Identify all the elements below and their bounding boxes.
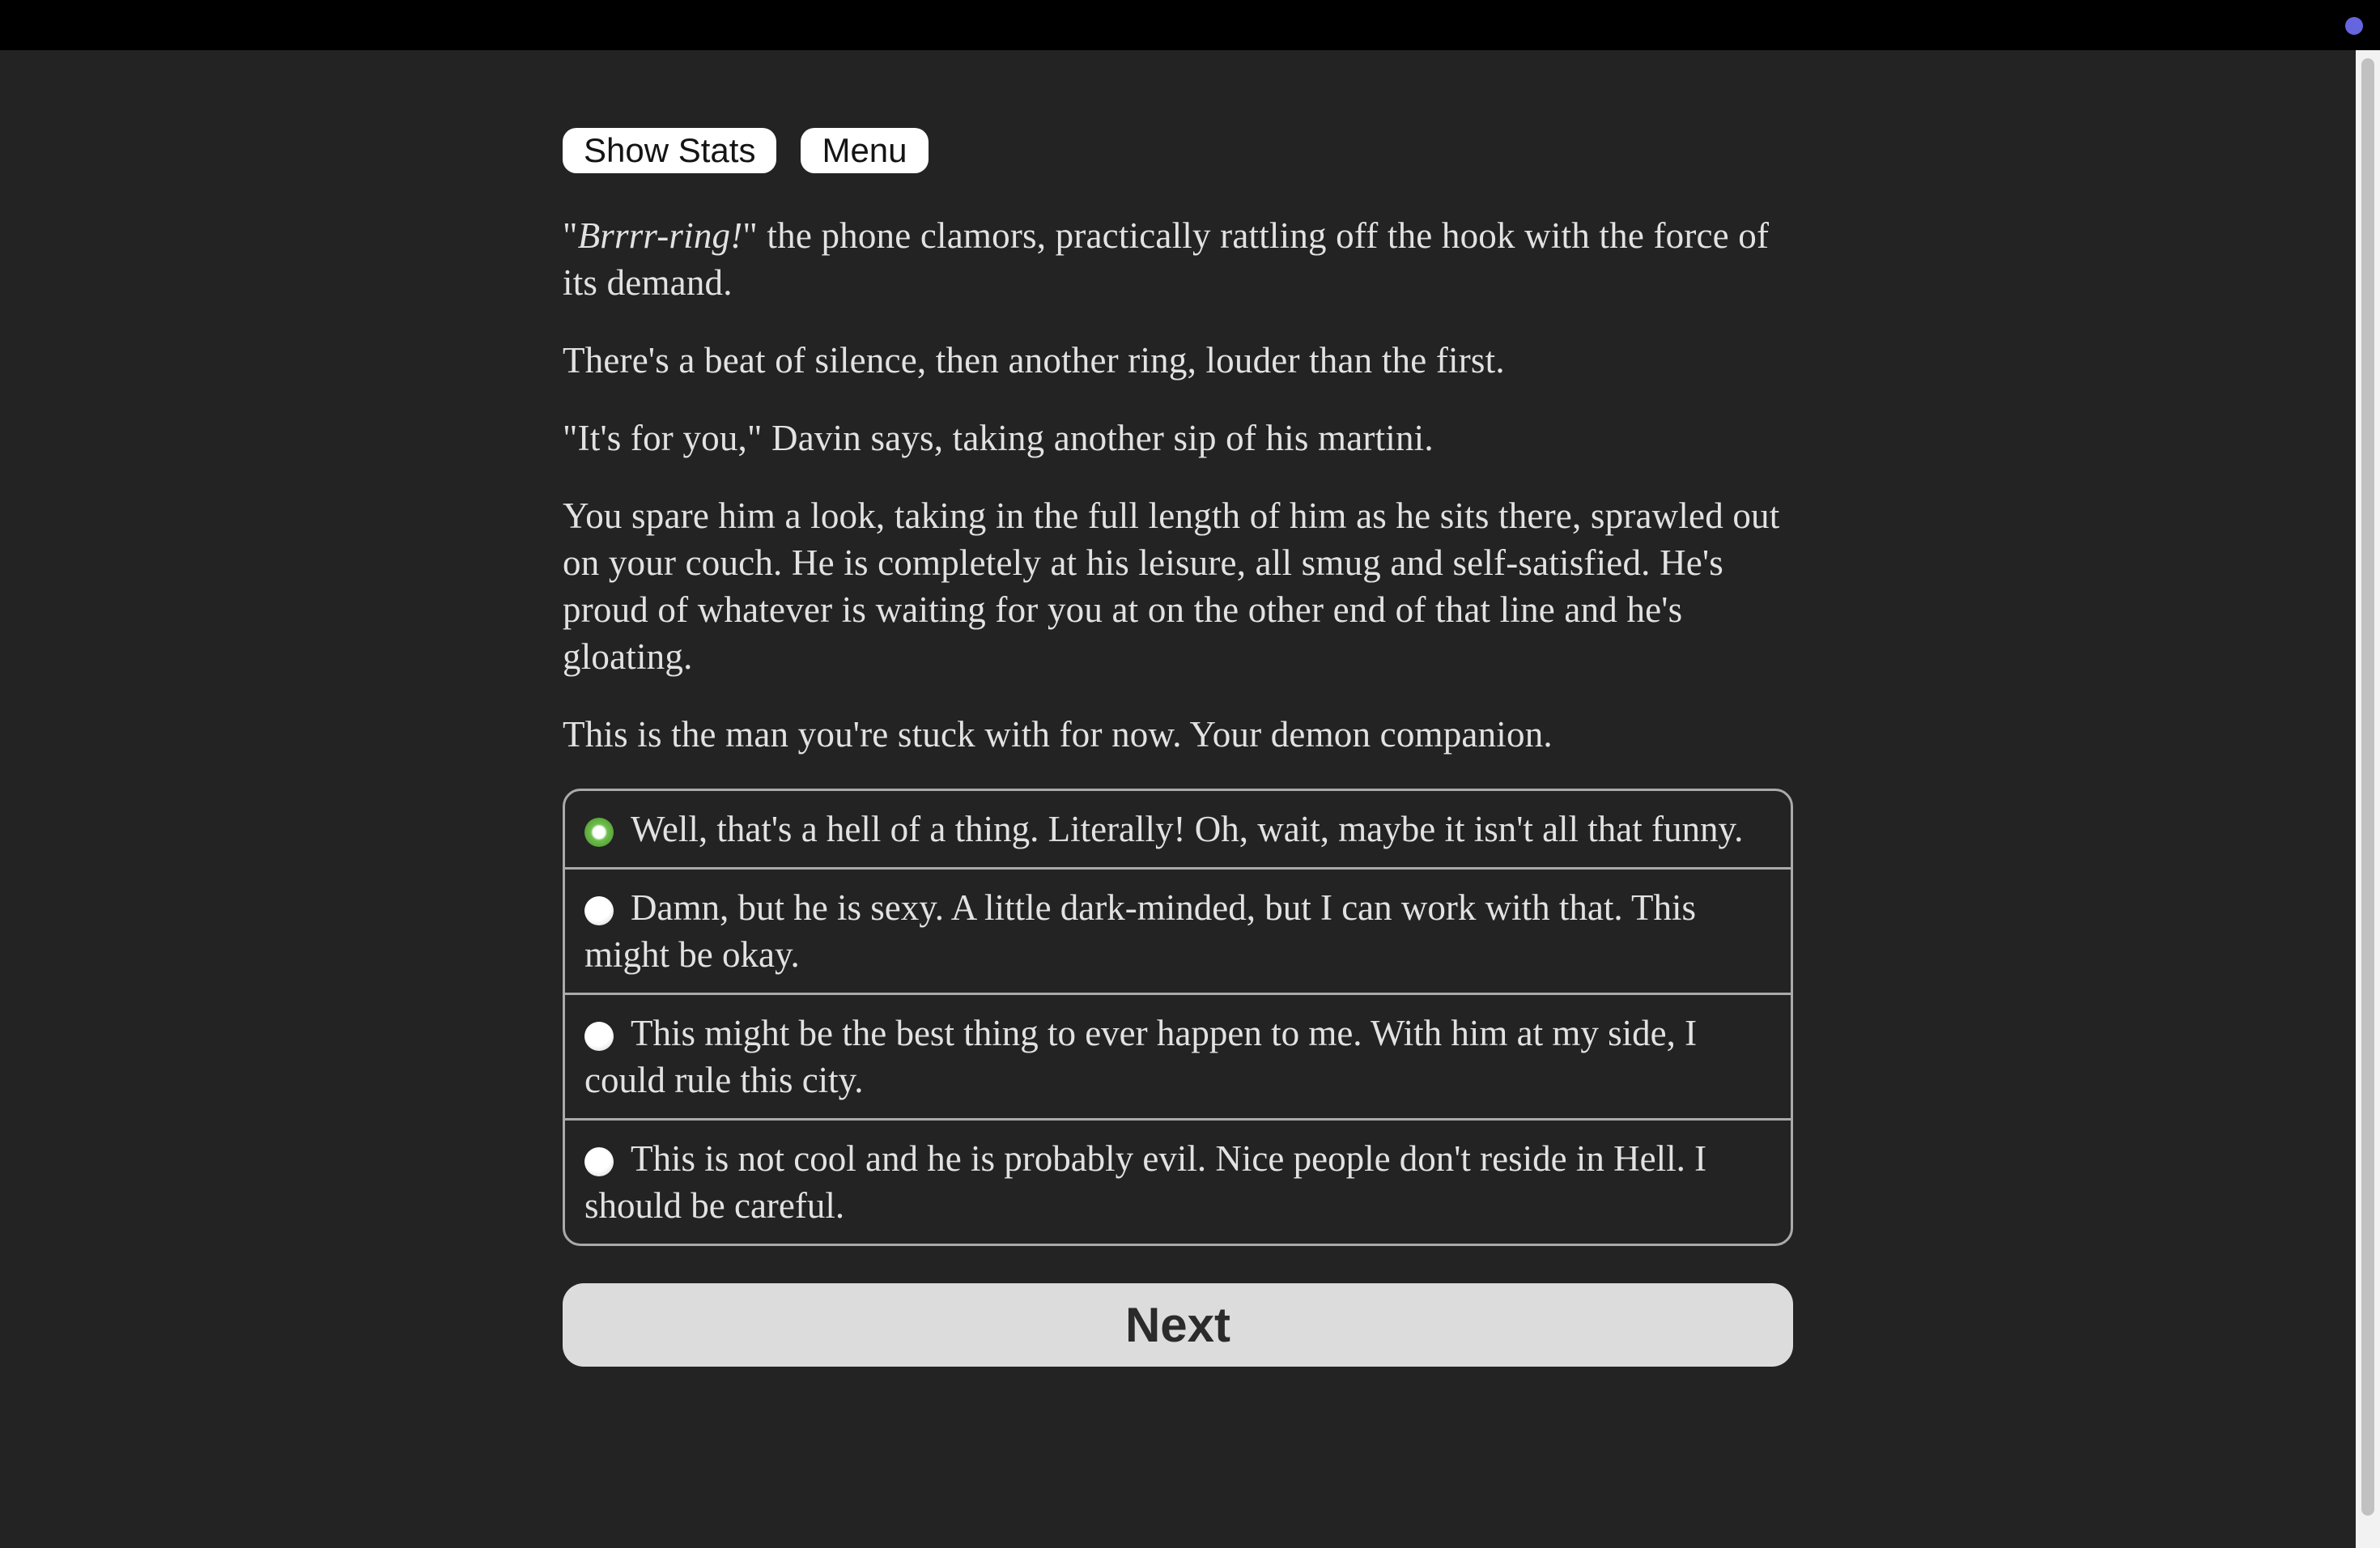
show-stats-button[interactable]: Show Stats (563, 128, 776, 173)
italic-phrase: Brrrr-ring! (577, 215, 743, 256)
choice-label-text: This is not cool and he is probably evil. Nice people don't reside in Hell. I should be careful. (584, 1138, 1707, 1226)
choice-option[interactable] (565, 867, 1791, 993)
content-column (563, 50, 1793, 1367)
status-dot-icon (2345, 17, 2363, 35)
toolbar (563, 128, 1793, 173)
choice-label-text: Damn, but he is sexy. A little dark-minded, but I can work with that. This might be okay. (584, 887, 1697, 975)
story-paragraph-2: There's a beat of silence, then another ring, louder than the first. (563, 340, 1505, 381)
game-viewport (0, 50, 2356, 1548)
choice-option-text (584, 884, 1771, 978)
choice-label-text: This might be the best thing to ever happen to me. With him at my side, I could rule this city. (584, 1013, 1698, 1100)
paragraph-text: " the phone clamors, practically rattling off the hook with the force of its demand. (563, 215, 1770, 303)
choice-box (563, 789, 1793, 1246)
story-paragraph-1 (563, 212, 1793, 306)
choice-option[interactable] (565, 791, 1791, 867)
top-bar (0, 0, 2380, 50)
scrollbar-track[interactable] (2356, 50, 2380, 1548)
choice-option[interactable] (565, 1118, 1791, 1244)
choice-option[interactable] (565, 993, 1791, 1118)
next-button[interactable]: Next (563, 1283, 1793, 1367)
quote-mark: " (563, 215, 578, 256)
choice-option-text (584, 1010, 1771, 1104)
radio-button[interactable] (584, 1147, 614, 1176)
radio-button[interactable] (584, 818, 614, 847)
choice-option-text (584, 806, 1771, 853)
radio-button[interactable] (584, 1022, 614, 1051)
choice-option-text (584, 1135, 1771, 1229)
radio-button[interactable] (584, 896, 614, 925)
story-paragraph-4: You spare him a look, taking in the full length of him as he sits there, sprawled out on your couch. He is completely at his leisure, all smug and self-satisfied. He's proud of whatever is waiting for you at on the other end of that line and he's gloating. (563, 495, 1780, 677)
scrollbar-thumb[interactable] (2361, 58, 2374, 1516)
choice-label-text: Well, that's a hell of a thing. Literally! Oh, wait, maybe it isn't all that funny. (631, 809, 1744, 849)
story-text (563, 212, 1793, 758)
story-paragraph-3: "It's for you," Davin says, taking another sip of his martini. (563, 418, 1434, 458)
menu-button[interactable]: Menu (801, 128, 928, 173)
story-paragraph-5: This is the man you're stuck with for now. Your demon companion. (563, 714, 1553, 755)
